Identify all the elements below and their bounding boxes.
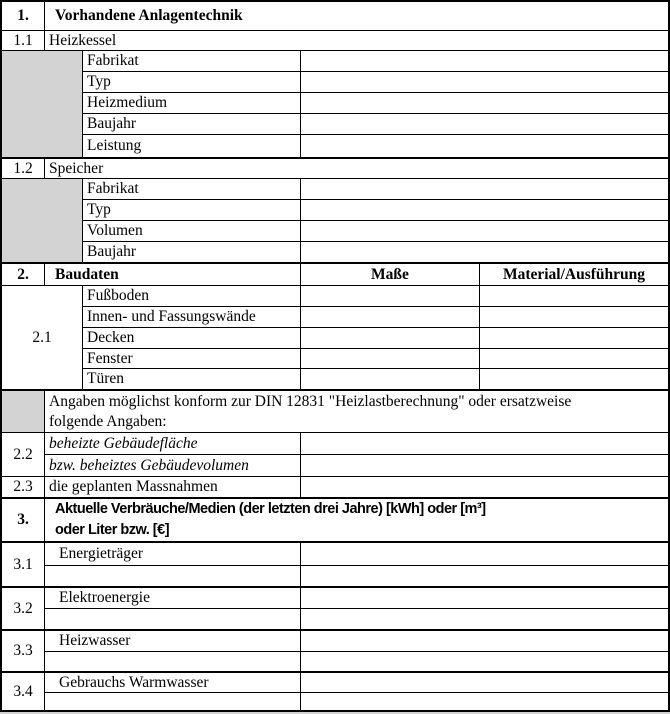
speicher-fields-block	[2, 179, 668, 264]
heizkessel-fields-block	[2, 51, 668, 159]
table-row	[83, 93, 668, 114]
table-row	[45, 566, 668, 586]
massnahmen-label: die geplanten Massnahmen	[45, 477, 301, 497]
table-row	[45, 693, 668, 710]
speicher-baujahr-label: Baujahr	[83, 242, 301, 262]
din-note-line2: folgende Angaben:	[49, 412, 167, 430]
table-row	[83, 307, 668, 328]
heizkessel-leistung-label: Leistung	[83, 135, 301, 157]
heizkessel-baujahr-label: Baujahr	[83, 114, 301, 134]
column-header-material: Material/Ausführung	[502, 265, 646, 283]
warmwasser-extra-value-input[interactable]	[301, 693, 668, 710]
table-row	[45, 673, 668, 693]
table-row	[83, 114, 668, 135]
fussboden-material-input[interactable]	[480, 286, 668, 306]
tueren-masse-input[interactable]	[301, 369, 480, 389]
fussboden-masse-input[interactable]	[301, 286, 480, 306]
section-3-2-number: 3.2	[2, 588, 45, 629]
table-row	[83, 349, 668, 369]
section-3-2-block	[2, 588, 668, 631]
energietraeger-label: Energieträger	[45, 543, 301, 565]
heizkessel-spacer-cell	[2, 51, 83, 157]
section-1-2-title: Speicher	[49, 159, 104, 177]
section-3-number: 3.	[2, 499, 45, 541]
massnahmen-input[interactable]	[301, 477, 668, 497]
section-3-title	[45, 499, 668, 541]
elektroenergie-label: Elektroenergie	[45, 588, 301, 608]
decken-masse-input[interactable]	[301, 328, 480, 348]
gebaeudevolumen-label: bzw. beheiztes Gebäudevolumen	[45, 455, 301, 476]
din-note-text	[45, 391, 668, 432]
heizkessel-baujahr-input[interactable]	[301, 114, 668, 134]
section-1-2-row	[2, 159, 668, 179]
heizkessel-typ-input[interactable]	[301, 72, 668, 92]
fussboden-label: Fußboden	[83, 286, 301, 306]
fenster-label: Fenster	[83, 349, 301, 368]
column-header-masse: Maße	[301, 264, 480, 285]
speicher-volumen-label: Volumen	[83, 221, 301, 241]
section-3-1-number: 3.1	[2, 543, 45, 586]
speicher-typ-label: Typ	[83, 200, 301, 220]
table-row	[83, 179, 668, 200]
gebaeudevolumen-input[interactable]	[301, 455, 668, 476]
table-row	[83, 369, 668, 389]
gebaeudeflaeche-label: beheizte Gebäudefläche	[45, 433, 301, 454]
table-row	[83, 242, 668, 262]
section-2-3-row	[2, 477, 668, 499]
section-3-4-number: 3.4	[2, 673, 45, 710]
table-row	[83, 286, 668, 307]
decken-material-input[interactable]	[480, 328, 668, 348]
table-row	[45, 543, 668, 566]
section-2-header-row	[2, 264, 668, 286]
table-row	[45, 588, 668, 609]
table-row	[83, 72, 668, 93]
din-note-line1: Angaben möglichst konform zur DIN 12831 "Heizlastberechnung" oder ersatzweise	[49, 392, 572, 410]
table-row	[83, 135, 668, 157]
tueren-material-input[interactable]	[480, 369, 668, 389]
section-1-header-row	[2, 2, 668, 31]
elektroenergie-extra-value-input[interactable]	[301, 609, 668, 629]
energietraeger-extra-input[interactable]	[45, 566, 301, 586]
gebaeudeflaeche-input[interactable]	[301, 433, 668, 454]
heizkessel-leistung-input[interactable]	[301, 135, 668, 157]
warmwasser-extra-input[interactable]	[45, 693, 301, 710]
fenster-masse-input[interactable]	[301, 349, 480, 368]
elektroenergie-extra-input[interactable]	[45, 609, 301, 629]
table-row	[83, 221, 668, 242]
section-2-2-block	[2, 433, 668, 477]
section-2-1-number: 2.1	[2, 286, 83, 389]
heizwasser-label: Heizwasser	[45, 631, 301, 651]
warmwasser-label: Gebrauchs Warmwasser	[45, 673, 301, 692]
speicher-fabrikat-input[interactable]	[301, 179, 668, 199]
warmwasser-value-input[interactable]	[301, 673, 668, 692]
section-3-title-line2: oder Liter bzw. [€]	[55, 522, 170, 538]
speicher-typ-input[interactable]	[301, 200, 668, 220]
heizkessel-typ-label: Typ	[83, 72, 301, 92]
section-3-header-row	[2, 499, 668, 543]
speicher-baujahr-input[interactable]	[301, 242, 668, 262]
energietraeger-extra-value-input[interactable]	[301, 566, 668, 586]
table-row	[45, 652, 668, 671]
elektroenergie-value-input[interactable]	[301, 588, 668, 608]
speicher-spacer-cell	[2, 179, 83, 262]
din-note-spacer-cell	[2, 391, 45, 432]
table-row	[83, 200, 668, 221]
din-note-row	[2, 391, 668, 433]
tueren-label: Türen	[83, 369, 301, 389]
heizkessel-fabrikat-label: Fabrikat	[83, 51, 301, 71]
section-1-title: Vorhandene Anlagentechnik	[55, 7, 243, 24]
heizwasser-extra-input[interactable]	[45, 652, 301, 671]
heizkessel-fabrikat-input[interactable]	[301, 51, 668, 71]
section-2-3-number: 2.3	[2, 477, 45, 497]
section-1-1-title: Heizkessel	[49, 31, 117, 49]
section-1-number: 1.	[2, 2, 45, 30]
waende-label: Innen- und Fassungswände	[83, 307, 301, 327]
section-1-2-number: 1.2	[2, 159, 45, 178]
speicher-volumen-input[interactable]	[301, 221, 668, 241]
section-2-title: Baudaten	[45, 264, 301, 285]
table-row	[45, 609, 668, 629]
section-1-1-row	[2, 31, 668, 51]
section-2-2-number: 2.2	[2, 433, 45, 476]
section-2-number: 2.	[2, 264, 45, 285]
heizwasser-value-input[interactable]	[301, 631, 668, 651]
energietraeger-value-input[interactable]	[301, 543, 668, 565]
fenster-material-input[interactable]	[480, 349, 668, 368]
section-3-4-block	[2, 673, 668, 712]
table-row	[45, 455, 668, 476]
section-3-1-block	[2, 543, 668, 588]
table-row	[83, 51, 668, 72]
heizwasser-extra-value-input[interactable]	[301, 652, 668, 671]
section-3-title-line1: Aktuelle Verbräuche/Medien (der letzten drei Jahre) [kWh] oder [m³]	[55, 501, 486, 517]
heizkessel-heizmedium-input[interactable]	[301, 93, 668, 113]
baudaten-fields-block	[2, 286, 668, 391]
table-row	[45, 433, 668, 455]
section-3-3-block	[2, 631, 668, 673]
decken-label: Decken	[83, 328, 301, 348]
table-row	[45, 631, 668, 652]
heizkessel-heizmedium-label: Heizmedium	[83, 93, 301, 113]
section-1-1-number: 1.1	[2, 31, 45, 50]
waende-masse-input[interactable]	[301, 307, 480, 327]
table-row	[83, 328, 668, 349]
section-3-3-number: 3.3	[2, 631, 45, 671]
speicher-fabrikat-label: Fabrikat	[83, 179, 301, 199]
waende-material-input[interactable]	[480, 307, 668, 327]
